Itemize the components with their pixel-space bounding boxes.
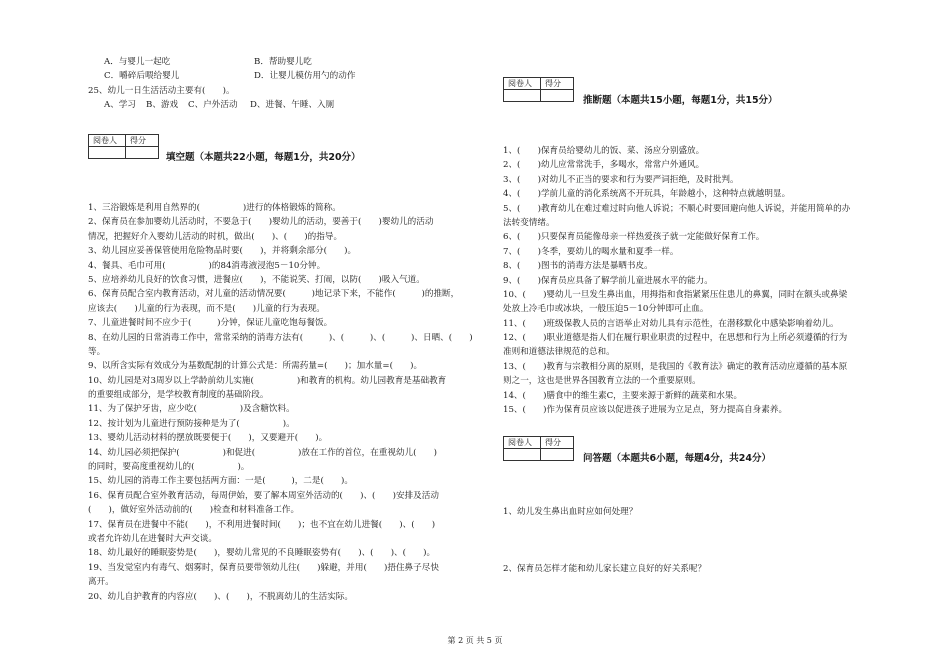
fill-q1: 1、三浴锻炼是利用自然界的( )进行的体格锻炼的简称。 <box>88 203 341 213</box>
page-number: 第 2 页 共 5 页 <box>447 636 503 645</box>
fill-q2-cont: 情况，把握好介入婴幼儿活动的时机，做出( )、( )的指导。 <box>88 231 343 242</box>
judge-q11: 11、( )班级保教人员的言语举止对幼儿具有示范性，在潜移默化中感染影响着幼儿。 <box>503 318 839 329</box>
judge-q13: 13、( )教育与宗教相分离的原则，是我国的《教育法》确定的教育活动应遵循的基本原 <box>503 361 848 372</box>
qa-score-box <box>503 436 574 461</box>
fill-q13: 13、婴幼儿活动材料的摆放既要便于( )，又要避开( )。 <box>88 433 328 444</box>
fill-q6: 6、保育员配合室内教育活动，对儿童的活动情况要( )地记录下来，不能作( )的推断， <box>88 289 460 300</box>
judge-q1: 1、( )保育员给婴幼儿的饭、菜、汤应分别盛放。 <box>503 146 705 156</box>
fill-q19: 19、当发觉室内有毒气、烟雾时，保育员要带领幼儿往( )躲避，并用( )捂住鼻子尽快 <box>88 562 439 573</box>
judgment-questions <box>503 147 895 420</box>
fill-blank-section-title: 填空题（本题共22小题，每题1分，共20分） <box>166 152 361 163</box>
fill-q7: 7、儿童进餐时间不应少于( )分钟，保证儿童吃饱每餐饭。 <box>88 318 333 329</box>
left-column <box>88 58 490 116</box>
fill-q2: 2、保育员在参加婴幼儿活动时，不要急于( )婴幼儿的活动，要善于( )婴幼儿的活动 <box>88 217 434 228</box>
fill-blank-questions <box>88 204 490 607</box>
fill-q4: 4、餐具、毛巾可用( )的84消毒液浸泡5－10分钟。 <box>88 260 326 271</box>
reviewer-cell <box>504 449 541 461</box>
q25-option-d: D、进餐、午睡、入厕 <box>250 100 335 111</box>
judge-q5-cont: 法转变情绪。 <box>503 217 555 228</box>
fill-q20: 20、幼儿自护教育的内容应( )、( )，不脱离幼儿的生活实际。 <box>88 591 353 602</box>
judge-q5: 5、( )教育幼儿在难过难过时向他人诉说；不顺心时要回避向他人诉说，并能用简单的办 <box>503 203 851 214</box>
judge-q7: 7、( )冬季，要幼儿的喝水量和夏季一样。 <box>503 246 679 257</box>
fill-q17-cont: 或者允许幼儿在进餐时大声交谈。 <box>88 533 217 544</box>
reviewer-cell <box>504 90 541 102</box>
judgment-section-title: 推断题（本题共15小题，每题1分，共15分） <box>583 95 778 106</box>
judge-q6: 6、( )只要保育员能像母亲一样热爱孩子就一定能做好保育工作。 <box>503 232 765 243</box>
judgment-score-box <box>503 77 574 102</box>
qa-section-title: 问答题（本题共6小题，每题4分，共24分） <box>583 453 771 464</box>
question-25-options <box>88 101 490 115</box>
fill-q6-cont: 应该去( )儿童的行为表现，而不是( )儿童的行为表现。 <box>88 303 325 314</box>
fill-q5: 5、应培养幼儿良好的饮食习惯，进餐应( )，不能说笑、打闹，以防( )吸入气道。 <box>88 274 425 285</box>
judge-q9: 9、( )保育员应具备了解学前儿童进展水平的能力。 <box>503 275 713 286</box>
options-row-cd <box>88 72 490 86</box>
fill-q3: 3、幼儿园应妥善保管使用危险物品时要( )，并将剩余部分( )。 <box>88 246 357 257</box>
fill-q19-cont: 离开。 <box>88 577 114 588</box>
fill-q14: 14、幼儿园必须把保护( )和促进( )放在工作的首位，在重视幼儿( ) <box>88 447 438 458</box>
fill-q18: 18、幼儿最好的睡眠姿势是( )，婴幼儿常见的不良睡眠姿势有( )、( )、( )。 <box>88 548 436 559</box>
q25-option-b: B、游戏 <box>146 100 179 111</box>
judge-q12: 12、( )职业道德是指人们在履行职业职责的过程中，在思想和行为上所必须遵循的行为 <box>503 333 848 344</box>
fill-q16-cont: ( )，做好室外活动前的( )检查和材料准备工作。 <box>88 505 300 516</box>
fill-q16: 16、保育员配合室外教育活动，每周伊始，要了解本周室外活动的( )、( )安排及活动 <box>88 490 439 501</box>
judge-q10-cont: 处放上冷毛巾或冰块，一般压迫5－10分钟即可止血。 <box>503 304 709 315</box>
judge-q8: 8、( )图书的消毒方法是暴晒书皮。 <box>503 261 653 272</box>
fill-q10: 10、幼儿园是对3周岁以上学龄前幼儿实施( )和教育的机构。幼儿园教育是基础教育 <box>88 375 447 386</box>
judge-q12-cont: 准则和道德法律规范的总和。 <box>503 347 615 358</box>
option-b: B．帮助婴儿吃 <box>254 57 312 67</box>
q25-option-a: A、学习 <box>104 100 136 111</box>
option-a: A．与婴儿一起吃 <box>104 57 171 67</box>
judge-q3: 3、( )对幼儿不正当的要求和行为要严词拒绝，及时批判。 <box>503 174 739 185</box>
reviewer-label: 阅卷人 <box>504 78 541 90</box>
fill-q9: 9、以所含实际有效成分为基数配制的计算公式是：所需药量=( )；加水量=( )。 <box>88 361 423 372</box>
option-d: D．让婴儿模仿用勺的动作 <box>254 71 356 82</box>
fill-q8-cont: 等。 <box>88 346 106 357</box>
judge-q4: 4、( )学前儿童的消化系统离不开玩具，年龄越小，这种特点就越明显。 <box>503 189 791 200</box>
score-cell <box>541 449 574 461</box>
judge-q10: 10、( )婴幼儿一旦发生鼻出血，用拇指和食指紧紧压住患儿的鼻翼，同时在额头或鼻梁 <box>503 289 848 300</box>
fill-q12: 12、按计划为儿童进行预防接种是为了( )。 <box>88 418 295 429</box>
fill-q15: 15、幼儿园的消毒工作主要包括两方面：一是( )，二是( )。 <box>88 476 353 487</box>
question-25: 25、幼儿一日生活活动主要有( )。 <box>88 85 235 96</box>
fill-q10-cont: 的重要组成部分，是学校教育制度的基础阶段。 <box>88 390 269 401</box>
score-label: 得分 <box>541 78 574 90</box>
fill-q14-cont: 的同时，要高度重视幼儿的( )。 <box>88 462 250 473</box>
fill-q11: 11、为了保护牙齿，应少吃( )及含糖饮料。 <box>88 404 295 415</box>
fill-q17: 17、保育员在进餐中不能( )，不利用进餐时间( )；也不宜在幼儿进餐( )、( ) <box>88 519 436 530</box>
fill-blank-score-box <box>88 134 159 159</box>
judge-q14: 14、( )膳食中的维生素C，主要来源于新鲜的蔬菜和水果。 <box>503 390 743 401</box>
reviewer-cell <box>89 147 126 159</box>
score-cell <box>541 90 574 102</box>
score-cell <box>126 147 159 159</box>
qa-question-1: 1、幼儿发生鼻出血时应如何处理？ <box>503 507 638 517</box>
judge-q2: 2、( )幼儿应常常洗手，多喝水，常常户外通风。 <box>503 160 705 171</box>
reviewer-label: 阅卷人 <box>504 437 541 449</box>
fill-q8: 8、在幼儿园的日常消毒工作中，常常采纳的消毒方法有( )、( )、( )、日晒、( ) <box>88 332 473 343</box>
q25-option-c: C、户外活动 <box>188 100 238 111</box>
judge-q15: 15、( )作为保育员应该以促进孩子进展为立足点，努力提高自身素养。 <box>503 405 788 416</box>
option-c: C．嚼碎后喂给婴儿 <box>104 71 180 82</box>
score-label: 得分 <box>541 437 574 449</box>
score-label: 得分 <box>126 135 159 147</box>
judge-q13-cont: 则之一，这也是世界各国教育立法的一个重要原则。 <box>503 376 701 387</box>
qa-question-2: 2、保育员怎样才能和幼儿家长建立良好的好关系呢？ <box>503 564 707 574</box>
reviewer-label: 阅卷人 <box>89 135 126 147</box>
